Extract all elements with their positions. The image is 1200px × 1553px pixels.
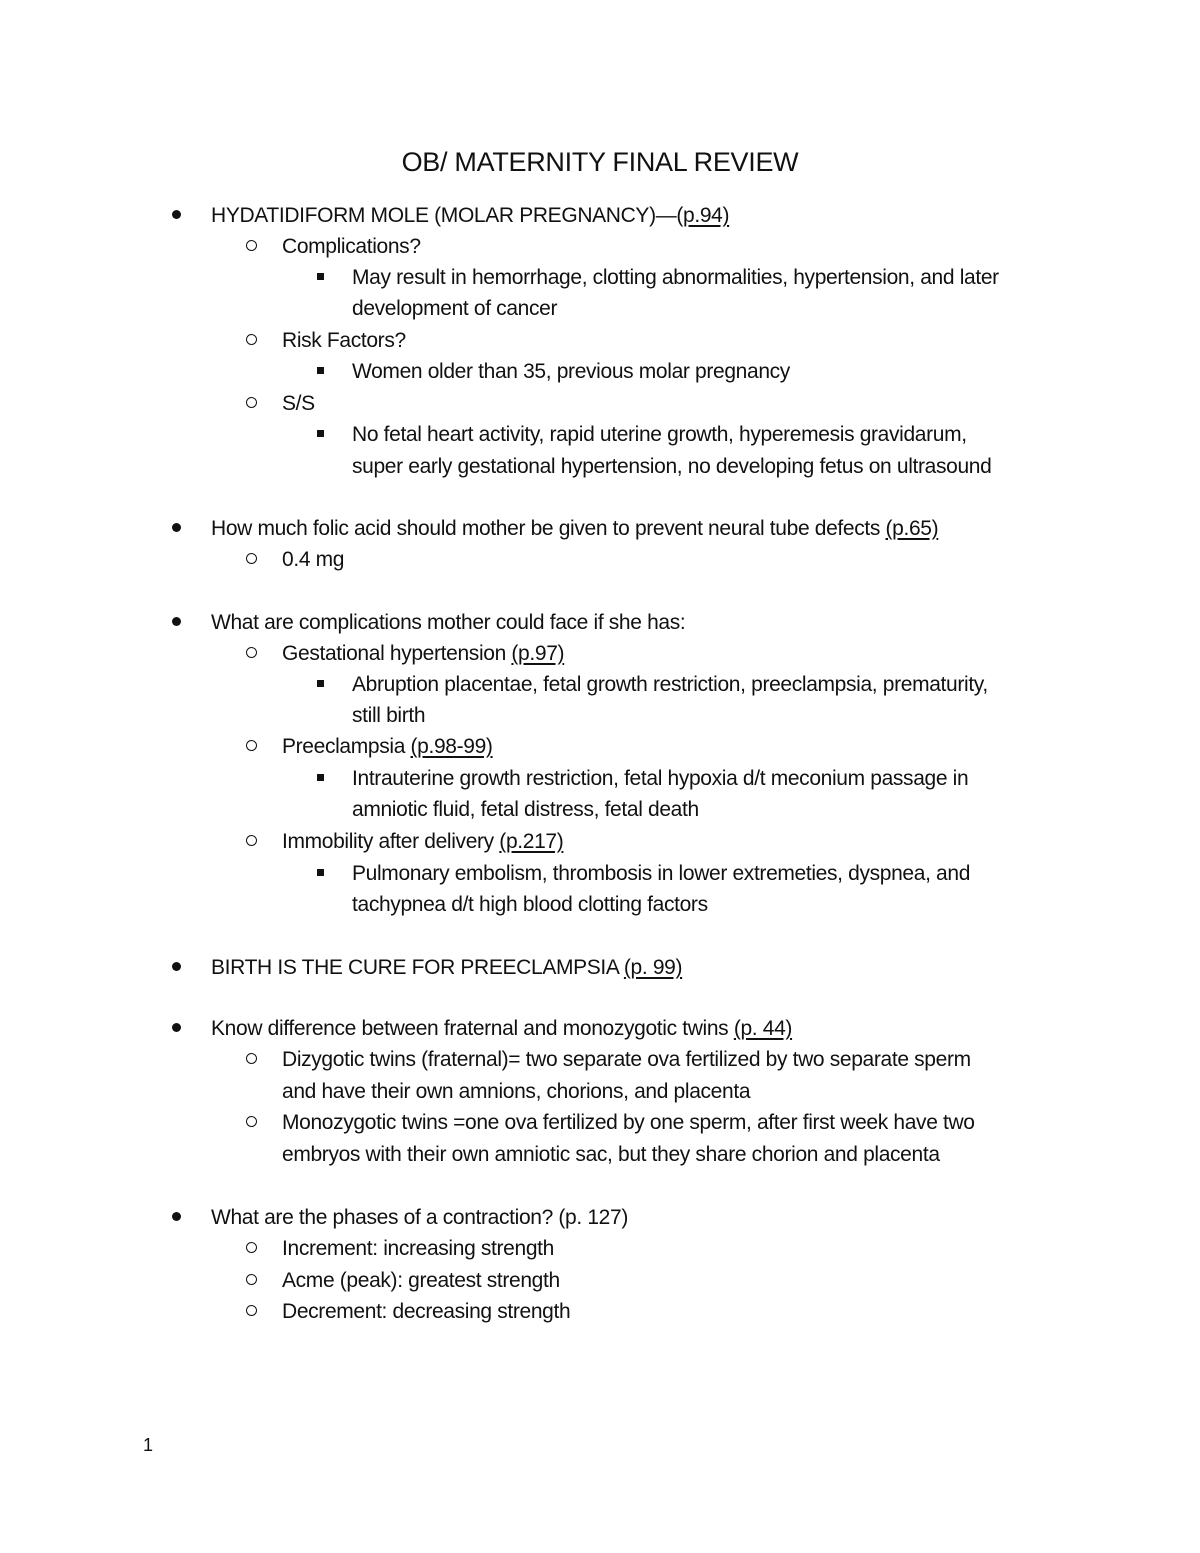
sub-list-item: 0.4 mg [282,548,345,571]
detail-item: Women older than 35, previous molar pregnancy [352,360,790,383]
square-bullet-icon [317,858,324,889]
detail-item-continuation: amniotic fluid, fetal distress, fetal death [352,798,699,821]
sub-list-item: Acme (peak): greatest strength [282,1269,560,1292]
sub-list-item [282,638,564,669]
item-text: Preeclampsia [282,735,411,758]
detail-item-continuation: super early gestational hypertension, no developing fetus on ultrasound [352,455,992,478]
sub-list-item: Risk Factors? [282,329,406,352]
circle-bullet-icon [246,1233,257,1264]
list-item: What are complications mother could face if she has: [211,611,686,634]
item-text: HYDATIDIFORM MOLE (MOLAR PREGNANCY)—( [211,204,684,227]
sub-list-item: Dizygotic twins (fraternal)= two separate ova fertilized by two separate sperm [282,1048,971,1071]
bullet-icon [172,200,181,231]
page-reference: (p. 99) [623,956,683,979]
circle-bullet-icon [246,1044,257,1075]
bullet-icon [172,513,181,544]
circle-bullet-icon [246,325,257,356]
list-item [211,1013,792,1044]
circle-bullet-icon [246,1265,257,1296]
circle-bullet-icon [246,388,257,419]
page-reference: p.94) [683,204,730,227]
bullet-icon [172,1202,181,1233]
circle-bullet-icon [246,826,257,857]
detail-item-continuation: tachypnea d/t high blood clotting factors [352,893,708,916]
item-text: BIRTH IS THE CURE FOR PREECLAMPSIA [211,956,624,979]
detail-item: No fetal heart activity, rapid uterine growth, hyperemesis gravidarum, [352,423,967,446]
item-text: Know difference between fraternal and monozygotic twins [211,1017,734,1040]
detail-item: Pulmonary embolism, thrombosis in lower extremeties, dyspnea, and [352,862,971,885]
square-bullet-icon [317,763,324,794]
page-reference: (p.97) [511,642,565,665]
list-item [211,513,938,544]
list-item [211,200,729,231]
bullet-icon [172,952,181,983]
item-text: Immobility after delivery [282,830,500,853]
detail-item: May result in hemorrhage, clotting abnormalities, hypertension, and later [352,266,999,289]
sub-list-item: Increment: increasing strength [282,1237,554,1260]
square-bullet-icon [317,419,324,450]
circle-bullet-icon [246,638,257,669]
item-text: How much folic acid should mother be given to prevent neural tube defects [211,517,886,540]
page-title: OB/ MATERNITY FINAL REVIEW [401,147,799,177]
circle-bullet-icon [246,544,257,575]
page-reference: (p.98-99) [410,735,493,758]
detail-item: Abruption placentae, fetal growth restriction, preeclampsia, prematurity, [352,673,988,696]
circle-bullet-icon [246,1296,257,1327]
sub-list-item-continuation: embryos with their own amniotic sac, but they share chorion and placenta [282,1143,940,1166]
detail-item-continuation: development of cancer [352,297,558,320]
page-reference: (p.217) [499,830,564,853]
circle-bullet-icon [246,1107,257,1138]
circle-bullet-icon [246,731,257,762]
page-reference: (p. 44) [733,1017,793,1040]
square-bullet-icon [317,262,324,293]
item-text: Gestational hypertension [282,642,512,665]
sub-list-item-continuation: and have their own amnions, chorions, and placenta [282,1080,751,1103]
circle-bullet-icon [246,231,257,262]
sub-list-item: Complications? [282,235,421,258]
page-reference: (p.65) [885,517,939,540]
square-bullet-icon [317,669,324,700]
bullet-icon [172,607,181,638]
sub-list-item [282,826,563,857]
detail-item: Intrauterine growth restriction, fetal hypoxia d/t meconium passage in [352,767,969,790]
list-item: What are the phases of a contraction? (p. 127) [211,1206,628,1229]
square-bullet-icon [317,356,324,387]
detail-item-continuation: still birth [352,704,426,727]
page-number: 1 [143,1435,154,1455]
sub-list-item [282,731,493,762]
bullet-icon [172,1013,181,1044]
sub-list-item: Monozygotic twins =one ova fertilized by one sperm, after first week have two [282,1111,975,1134]
sub-list-item: S/S [282,392,315,415]
sub-list-item: Decrement: decreasing strength [282,1300,571,1323]
list-item [211,952,682,983]
